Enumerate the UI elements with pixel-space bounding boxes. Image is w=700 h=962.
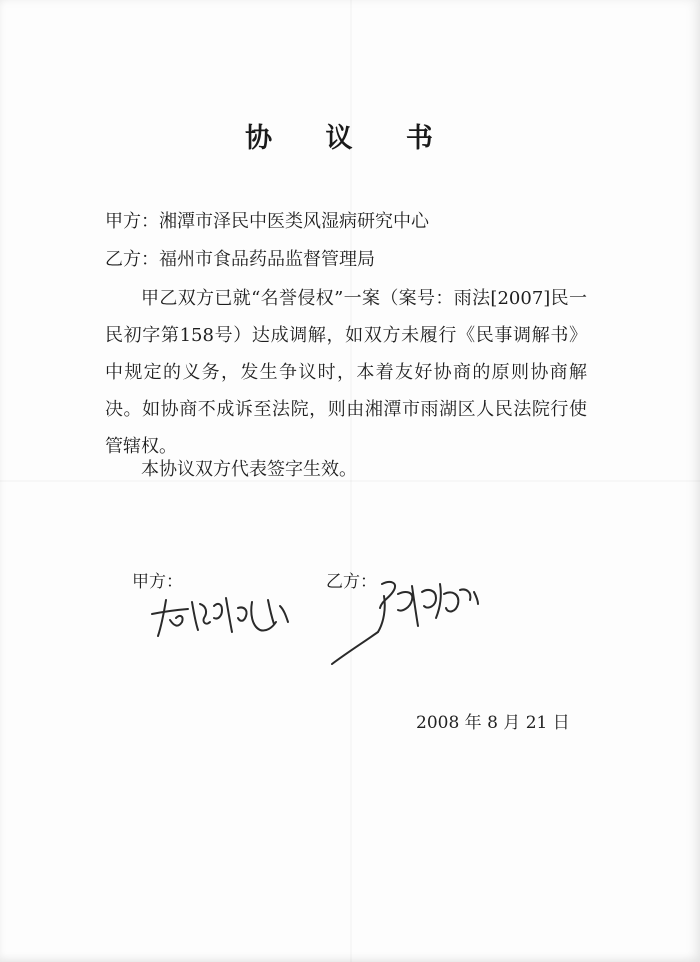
document-title: 协 议 书 (245, 123, 455, 154)
signature-label-party-a: 甲方： (132, 572, 183, 592)
signature-party-b (328, 574, 486, 670)
signature-party-a (148, 592, 298, 640)
party-b-line: 乙方：福州市食品药品监督管理局 (105, 249, 375, 270)
effect-paragraph: 本协议双方代表签字生效。 (141, 459, 357, 480)
agreement-body-paragraph: 甲乙双方已就“名誉侵权”一案（案号：雨法[2007]民一民初字第158号）达成调解，如双方未履行《民事调解书》中规定的义务，发生争议时，本着友好协商的原则协商解决。如协商不成诉至法院，则由湘潭市雨湖区人民法院行使管辖权。 (105, 288, 587, 457)
agreement-date: 2008 年 8 月 21 日 (416, 713, 570, 733)
party-a-line: 甲方：湘潭市泽民中医类风湿病研究中心 (105, 211, 429, 232)
signature-label-party-b: 乙方： (326, 572, 377, 592)
